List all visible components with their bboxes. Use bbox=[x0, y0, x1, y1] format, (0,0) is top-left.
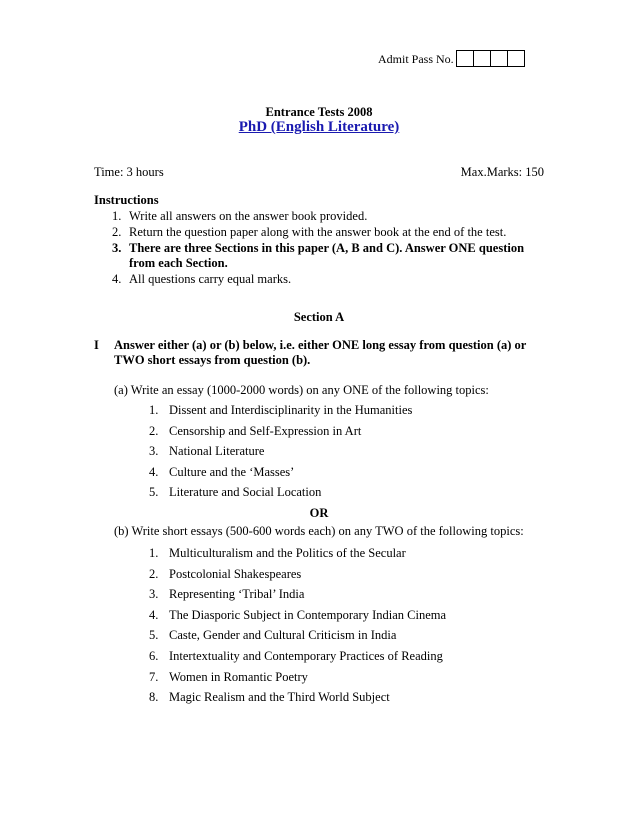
topic-item bbox=[149, 546, 549, 567]
topic-item bbox=[149, 690, 549, 711]
paper-title: PhD (English Literature) bbox=[238, 119, 400, 135]
topic-num: 5. bbox=[149, 485, 159, 500]
admit-pass-box bbox=[490, 50, 508, 67]
instructions-list bbox=[112, 209, 542, 288]
topic-num: 6. bbox=[149, 648, 159, 663]
topic-item bbox=[149, 424, 549, 445]
instruction-text: There are three Sections in this paper (A, B and C). Answer ONE question from each Section. bbox=[129, 241, 525, 270]
topic-item bbox=[149, 670, 549, 691]
section-a-title: Section A bbox=[293, 310, 345, 324]
time-marks-row bbox=[94, 165, 544, 180]
topic-item bbox=[149, 403, 549, 424]
topic-num: 1. bbox=[149, 403, 159, 417]
topic-num: 7. bbox=[149, 669, 159, 684]
topic-item bbox=[149, 567, 549, 588]
instruction-text: All questions carry equal marks. bbox=[129, 272, 292, 286]
topic-text: Intertextuality and Contemporary Practices of Reading bbox=[169, 648, 443, 663]
instruction-text: Return the question paper along with the answer book at the end of the test. bbox=[129, 225, 507, 239]
topic-num: 3. bbox=[149, 444, 159, 459]
topic-num: 5. bbox=[149, 628, 159, 643]
topic-text: Caste, Gender and Cultural Criticism in India bbox=[169, 628, 397, 643]
topic-text: Culture and the ‘Masses’ bbox=[169, 464, 295, 479]
topic-text: Representing ‘Tribal’ India bbox=[169, 587, 305, 602]
topic-item bbox=[149, 444, 549, 465]
topic-text: Multiculturalism and the Politics of the Secular bbox=[169, 546, 406, 560]
part-a-topics bbox=[149, 403, 549, 506]
admit-pass-box bbox=[456, 50, 474, 67]
exam-title: Entrance Tests 2008 bbox=[265, 105, 373, 119]
topic-num: 3. bbox=[149, 587, 159, 602]
topic-item bbox=[149, 587, 549, 608]
part-b-topics bbox=[149, 546, 549, 711]
instructions-title: Instructions bbox=[94, 193, 159, 207]
topic-text: Postcolonial Shakespeares bbox=[169, 566, 302, 581]
question-text: Answer either (a) or (b) below, i.e. either ONE long essay from question (a) or TWO short essays from question (b). bbox=[114, 338, 527, 367]
or-separator: OR bbox=[309, 506, 329, 520]
topic-item bbox=[149, 485, 549, 506]
admit-pass-field bbox=[378, 50, 525, 67]
topic-num: 4. bbox=[149, 464, 159, 479]
topic-num: 1. bbox=[149, 546, 159, 560]
topic-item bbox=[149, 628, 549, 649]
admit-pass-box bbox=[473, 50, 491, 67]
topic-text: The Diasporic Subject in Contemporary Indian Cinema bbox=[169, 607, 447, 622]
topic-text: Censorship and Self-Expression in Art bbox=[169, 423, 362, 438]
instruction-num: 4. bbox=[112, 272, 122, 286]
topic-text: Literature and Social Location bbox=[169, 485, 322, 500]
admit-pass-boxes bbox=[456, 50, 525, 67]
topic-num: 4. bbox=[149, 607, 159, 622]
instruction-item bbox=[112, 225, 542, 240]
topic-text: Dissent and Interdisciplinarity in the Humanities bbox=[169, 403, 413, 417]
instruction-num: 1. bbox=[112, 209, 122, 223]
instruction-num: 2. bbox=[112, 225, 122, 239]
instruction-item bbox=[112, 209, 542, 224]
instruction-item bbox=[112, 272, 542, 287]
topic-text: Magic Realism and the Third World Subject bbox=[169, 690, 390, 705]
topic-item bbox=[149, 649, 549, 670]
question-row bbox=[94, 338, 544, 368]
topic-num: 8. bbox=[149, 690, 159, 705]
admit-pass-label: Admit Pass No. bbox=[378, 52, 454, 66]
question-number: I bbox=[94, 338, 99, 352]
admit-pass-box bbox=[507, 50, 525, 67]
part-a-prompt: (a) Write an essay (1000-2000 words) on any ONE of the following topics: bbox=[114, 383, 489, 397]
instruction-item bbox=[112, 241, 542, 271]
instruction-text: Write all answers on the answer book provided. bbox=[129, 209, 368, 223]
time-label: Time: 3 hours bbox=[94, 165, 164, 179]
topic-item bbox=[149, 465, 549, 486]
part-b-prompt: (b) Write short essays (500-600 words each) on any TWO of the following topics: bbox=[114, 524, 524, 538]
topic-item bbox=[149, 608, 549, 629]
max-marks-label: Max.Marks: 150 bbox=[460, 165, 544, 179]
topic-text: Women in Romantic Poetry bbox=[169, 669, 308, 684]
topic-num: 2. bbox=[149, 423, 159, 438]
topic-num: 2. bbox=[149, 566, 159, 581]
instruction-num: 3. bbox=[112, 241, 122, 255]
topic-text: National Literature bbox=[169, 444, 265, 459]
